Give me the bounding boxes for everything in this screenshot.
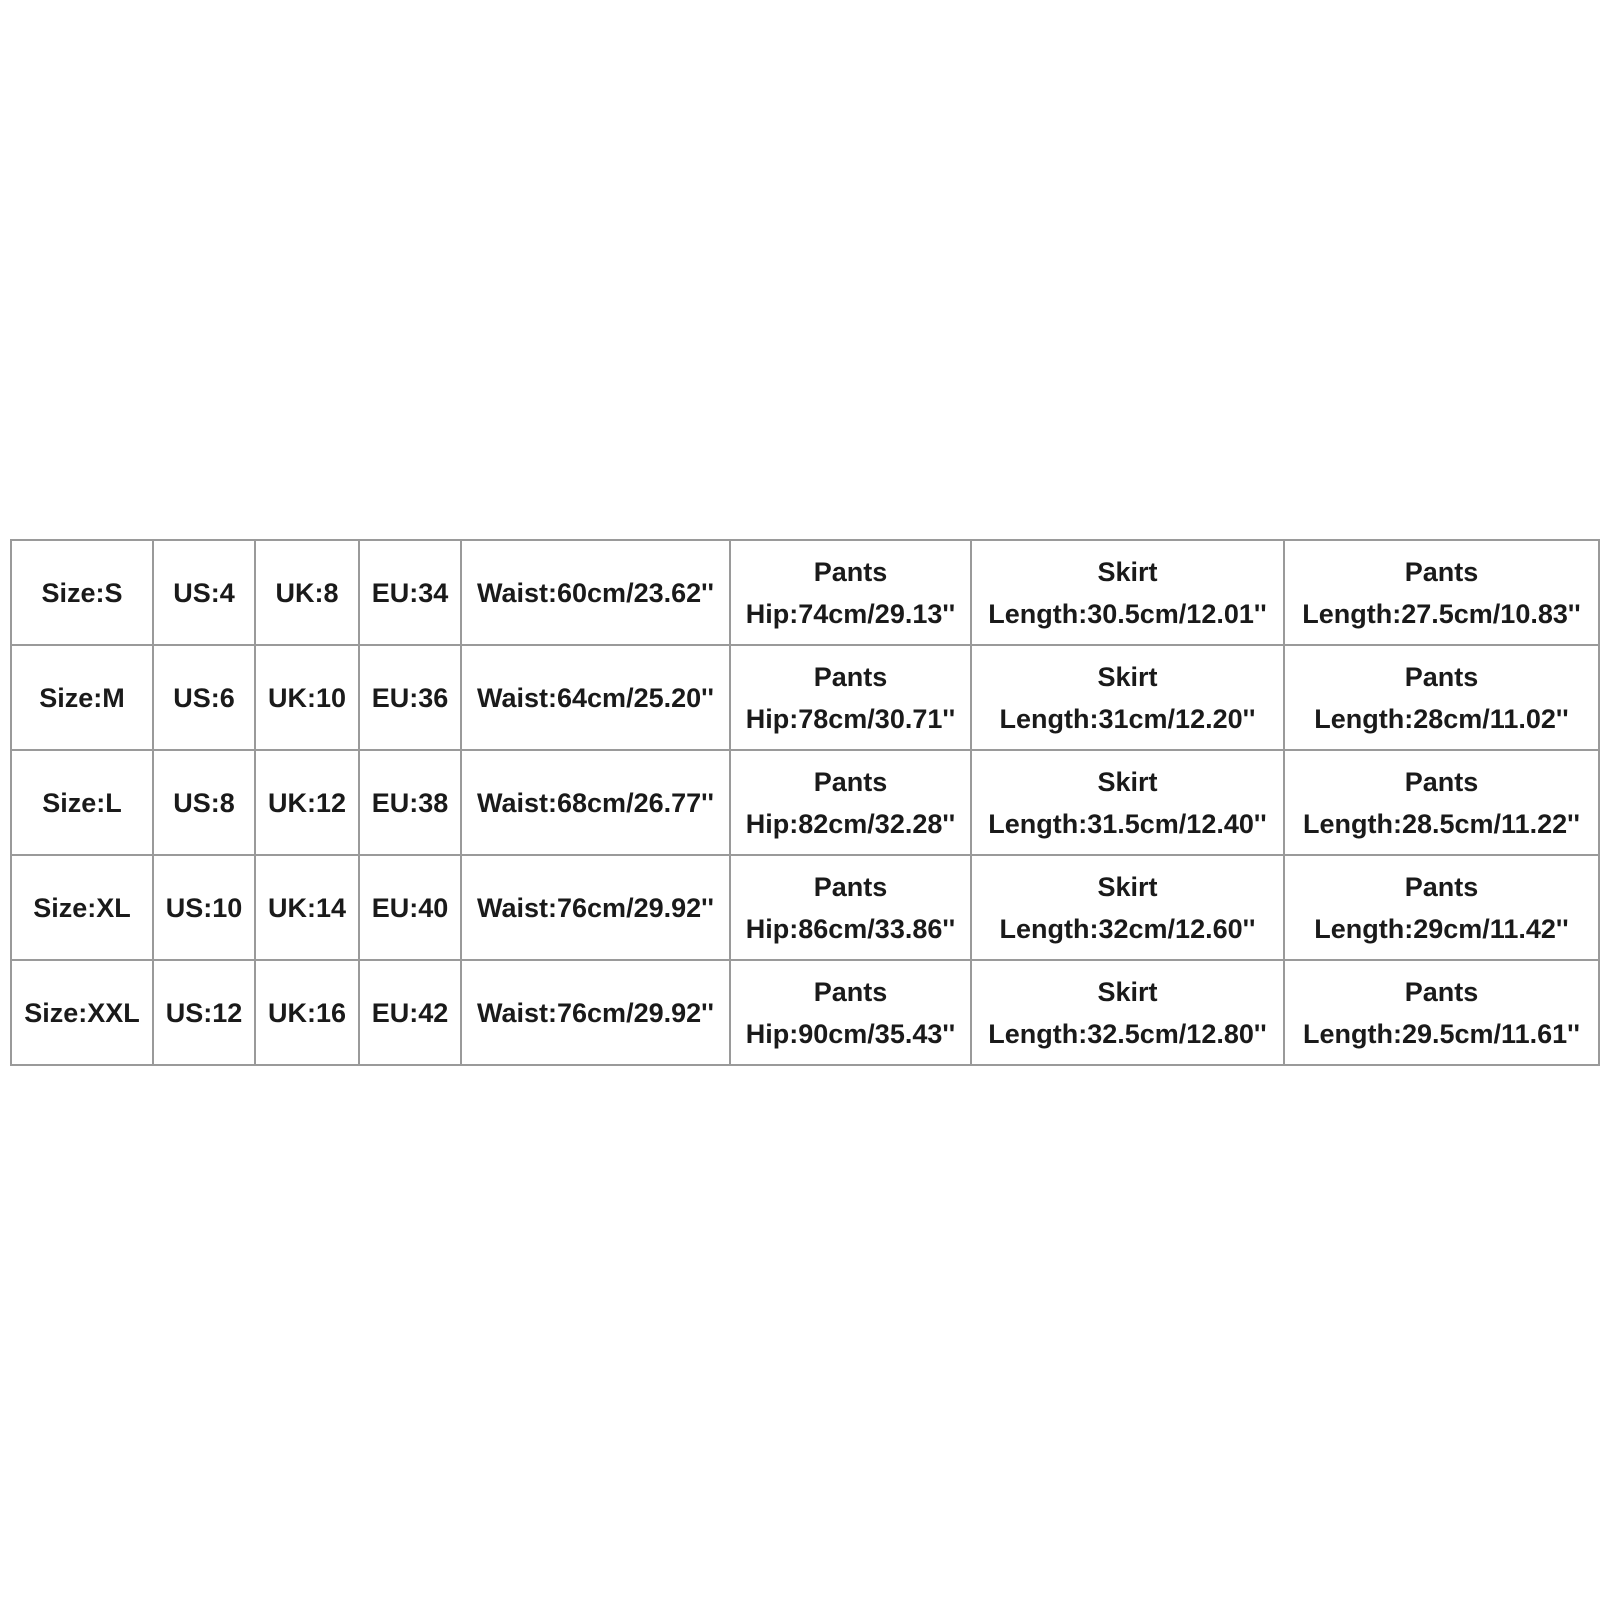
us-size-cell: US:8 <box>153 750 255 855</box>
size-cell: Size:XL <box>11 855 153 960</box>
pants-length-cell <box>1284 540 1599 645</box>
uk-size-cell: UK:14 <box>255 855 359 960</box>
hip-title: Pants <box>813 766 888 797</box>
table-row <box>11 855 1599 960</box>
hip-title: Pants <box>813 661 888 692</box>
size-cell: Size:L <box>11 750 153 855</box>
pants-title: Pants <box>1404 661 1479 692</box>
skirt-length-value: Length:32cm/12.60'' <box>999 913 1256 944</box>
size-cell: Size:M <box>11 645 153 750</box>
eu-size-cell: EU:36 <box>359 645 461 750</box>
size-chart-table <box>10 539 1600 1066</box>
hip-cell <box>730 645 971 750</box>
hip-title: Pants <box>813 976 888 1007</box>
uk-size-cell: UK:10 <box>255 645 359 750</box>
hip-cell <box>730 960 971 1065</box>
pants-length-value: Length:29cm/11.42'' <box>1314 913 1569 944</box>
uk-size-cell: UK:8 <box>255 540 359 645</box>
hip-title: Pants <box>813 556 888 587</box>
us-size-cell: US:12 <box>153 960 255 1065</box>
pants-title: Pants <box>1404 976 1479 1007</box>
us-size-cell: US:4 <box>153 540 255 645</box>
skirt-title: Skirt <box>1097 556 1158 587</box>
eu-size-cell: EU:40 <box>359 855 461 960</box>
hip-title: Pants <box>813 871 888 902</box>
waist-cell: Waist:60cm/23.62'' <box>461 540 730 645</box>
hip-value: Hip:78cm/30.71'' <box>745 703 956 734</box>
eu-size-cell: EU:42 <box>359 960 461 1065</box>
skirt-title: Skirt <box>1097 766 1158 797</box>
pants-length-value: Length:29.5cm/11.61'' <box>1303 1018 1580 1049</box>
hip-value: Hip:86cm/33.86'' <box>745 913 956 944</box>
pants-length-cell <box>1284 645 1599 750</box>
size-cell: Size:XXL <box>11 960 153 1065</box>
skirt-length-value: Length:31cm/12.20'' <box>999 703 1256 734</box>
hip-cell <box>730 750 971 855</box>
pants-title: Pants <box>1404 871 1479 902</box>
skirt-length-cell <box>971 855 1284 960</box>
skirt-title: Skirt <box>1097 871 1158 902</box>
waist-cell: Waist:68cm/26.77'' <box>461 750 730 855</box>
pants-length-value: Length:27.5cm/10.83'' <box>1302 598 1581 629</box>
uk-size-cell: UK:16 <box>255 960 359 1065</box>
table-row <box>11 540 1599 645</box>
skirt-length-value: Length:32.5cm/12.80'' <box>988 1018 1267 1049</box>
us-size-cell: US:6 <box>153 645 255 750</box>
skirt-length-cell <box>971 750 1284 855</box>
waist-cell: Waist:64cm/25.20'' <box>461 645 730 750</box>
waist-cell: Waist:76cm/29.92'' <box>461 855 730 960</box>
pants-length-value: Length:28.5cm/11.22'' <box>1303 808 1580 839</box>
hip-value: Hip:82cm/32.28'' <box>745 808 956 839</box>
eu-size-cell: EU:34 <box>359 540 461 645</box>
pants-title: Pants <box>1404 556 1479 587</box>
skirt-length-cell <box>971 540 1284 645</box>
table-row <box>11 960 1599 1065</box>
pants-title: Pants <box>1404 766 1479 797</box>
pants-length-cell <box>1284 750 1599 855</box>
pants-length-cell <box>1284 960 1599 1065</box>
skirt-length-cell <box>971 960 1284 1065</box>
us-size-cell: US:10 <box>153 855 255 960</box>
uk-size-cell: UK:12 <box>255 750 359 855</box>
skirt-length-value: Length:31.5cm/12.40'' <box>988 808 1267 839</box>
table-row <box>11 750 1599 855</box>
hip-cell <box>730 855 971 960</box>
skirt-title: Skirt <box>1097 661 1158 692</box>
hip-value: Hip:74cm/29.13'' <box>745 598 956 629</box>
table-row <box>11 645 1599 750</box>
pants-length-cell <box>1284 855 1599 960</box>
size-cell: Size:S <box>11 540 153 645</box>
pants-length-value: Length:28cm/11.02'' <box>1314 703 1569 734</box>
skirt-title: Skirt <box>1097 976 1158 1007</box>
skirt-length-value: Length:30.5cm/12.01'' <box>988 598 1267 629</box>
eu-size-cell: EU:38 <box>359 750 461 855</box>
waist-cell: Waist:76cm/29.92'' <box>461 960 730 1065</box>
hip-cell <box>730 540 971 645</box>
skirt-length-cell <box>971 645 1284 750</box>
hip-value: Hip:90cm/35.43'' <box>745 1018 956 1049</box>
